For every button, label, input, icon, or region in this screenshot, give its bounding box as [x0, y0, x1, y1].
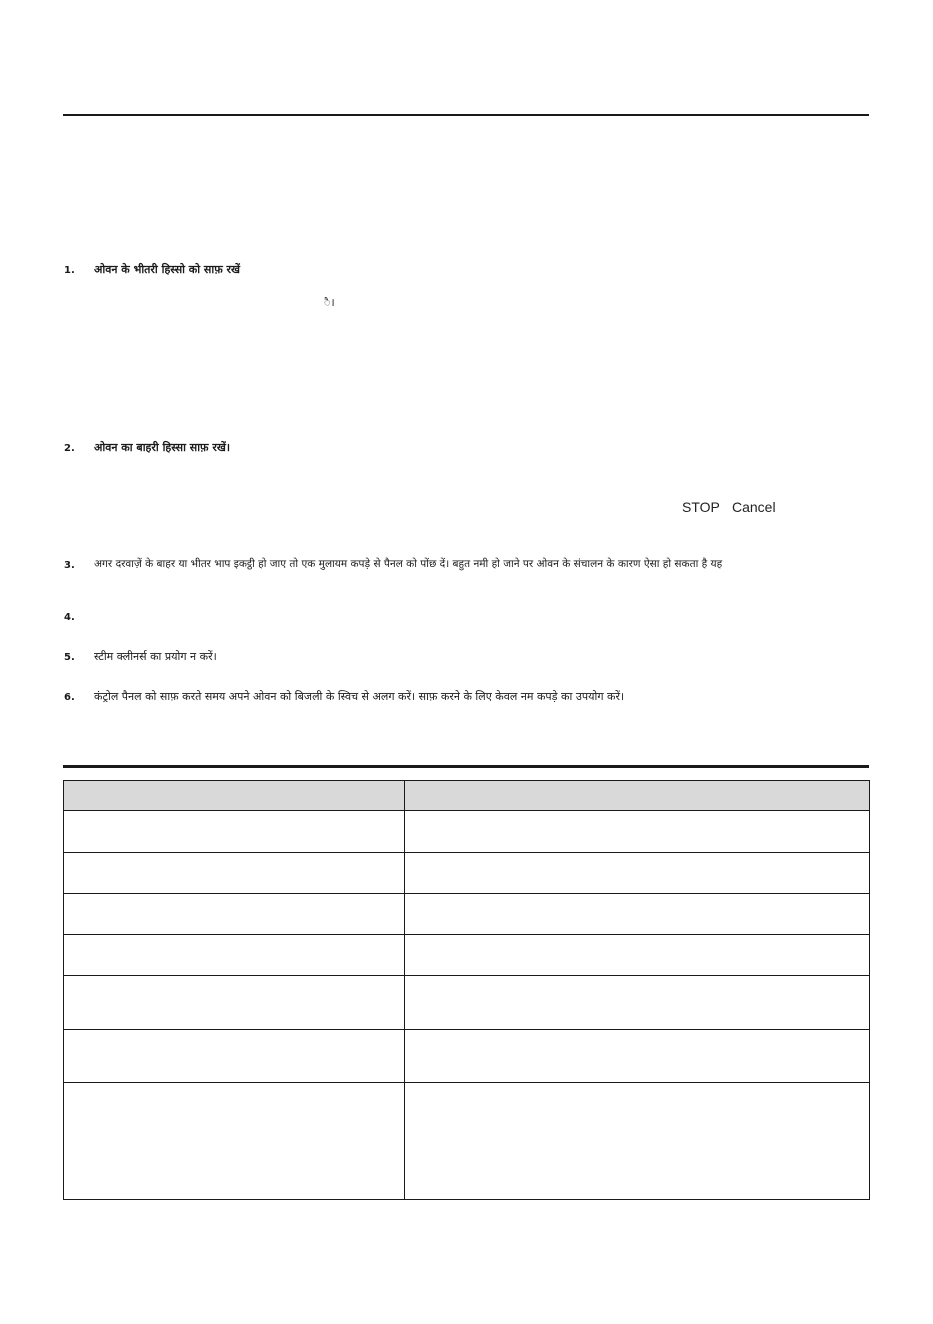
item-4-number: 4.	[64, 612, 75, 623]
table-row	[64, 894, 870, 935]
table-cell	[64, 894, 405, 935]
table-cell	[64, 935, 405, 976]
table-header-cell	[405, 781, 870, 811]
table-cell	[405, 935, 870, 976]
table-row	[64, 935, 870, 976]
section-divider	[63, 765, 869, 768]
item-1-text: ओवन के भीतरी हिस्सो को साफ़ रखें	[94, 263, 241, 276]
troubleshooting-table	[63, 780, 870, 1200]
item-5-number: 5.	[64, 652, 75, 663]
table-cell	[405, 976, 870, 1030]
item-1-number: 1.	[64, 265, 75, 276]
table-row	[64, 1083, 870, 1200]
table-header-cell	[64, 781, 405, 811]
stop-key-label: STOP	[682, 499, 720, 515]
item-2-text: ओवन का बाहरी हिस्सा साफ़ रखें।	[94, 441, 231, 454]
table-cell	[405, 1030, 870, 1083]
table-cell	[64, 1030, 405, 1083]
item-5-text: स्टीम क्लीनर्स का प्रयोग न करें।	[94, 650, 217, 663]
item-2-number: 2.	[64, 443, 75, 454]
table-cell	[64, 853, 405, 894]
table-cell	[405, 811, 870, 853]
table-row	[64, 811, 870, 853]
table-row	[64, 1030, 870, 1083]
item-6-text: कंट्रोल पैनल को साफ़ करते समय अपने ओवन को बिजली के स्विच से अलग करें। साफ़ करने के लिए केवल नम कपड़े का उपयोग करें।	[94, 690, 625, 703]
top-divider	[63, 114, 869, 116]
table-cell	[405, 853, 870, 894]
table-cell	[405, 1083, 870, 1200]
item-3-text: अगर दरवाज़ें के बाहर या भीतर भाप इकट्ठी हो जाए तो एक मुलायम कपड़े से पैनल को पोंछ दें। बहुत नमी हो जाने पर ओवन के संचालन के कारण ऐसा हो सकता है यह	[94, 558, 723, 570]
table-cell	[64, 976, 405, 1030]
table-cell	[64, 1083, 405, 1200]
table-header-row	[64, 781, 870, 811]
item-6-number: 6.	[64, 692, 75, 703]
table-row	[64, 976, 870, 1030]
item-1-fragment: ै।	[324, 296, 335, 309]
table-row	[64, 853, 870, 894]
item-3-number: 3.	[64, 560, 75, 571]
cancel-key-label: Cancel	[732, 499, 776, 515]
table-cell	[64, 811, 405, 853]
table-cell	[405, 894, 870, 935]
